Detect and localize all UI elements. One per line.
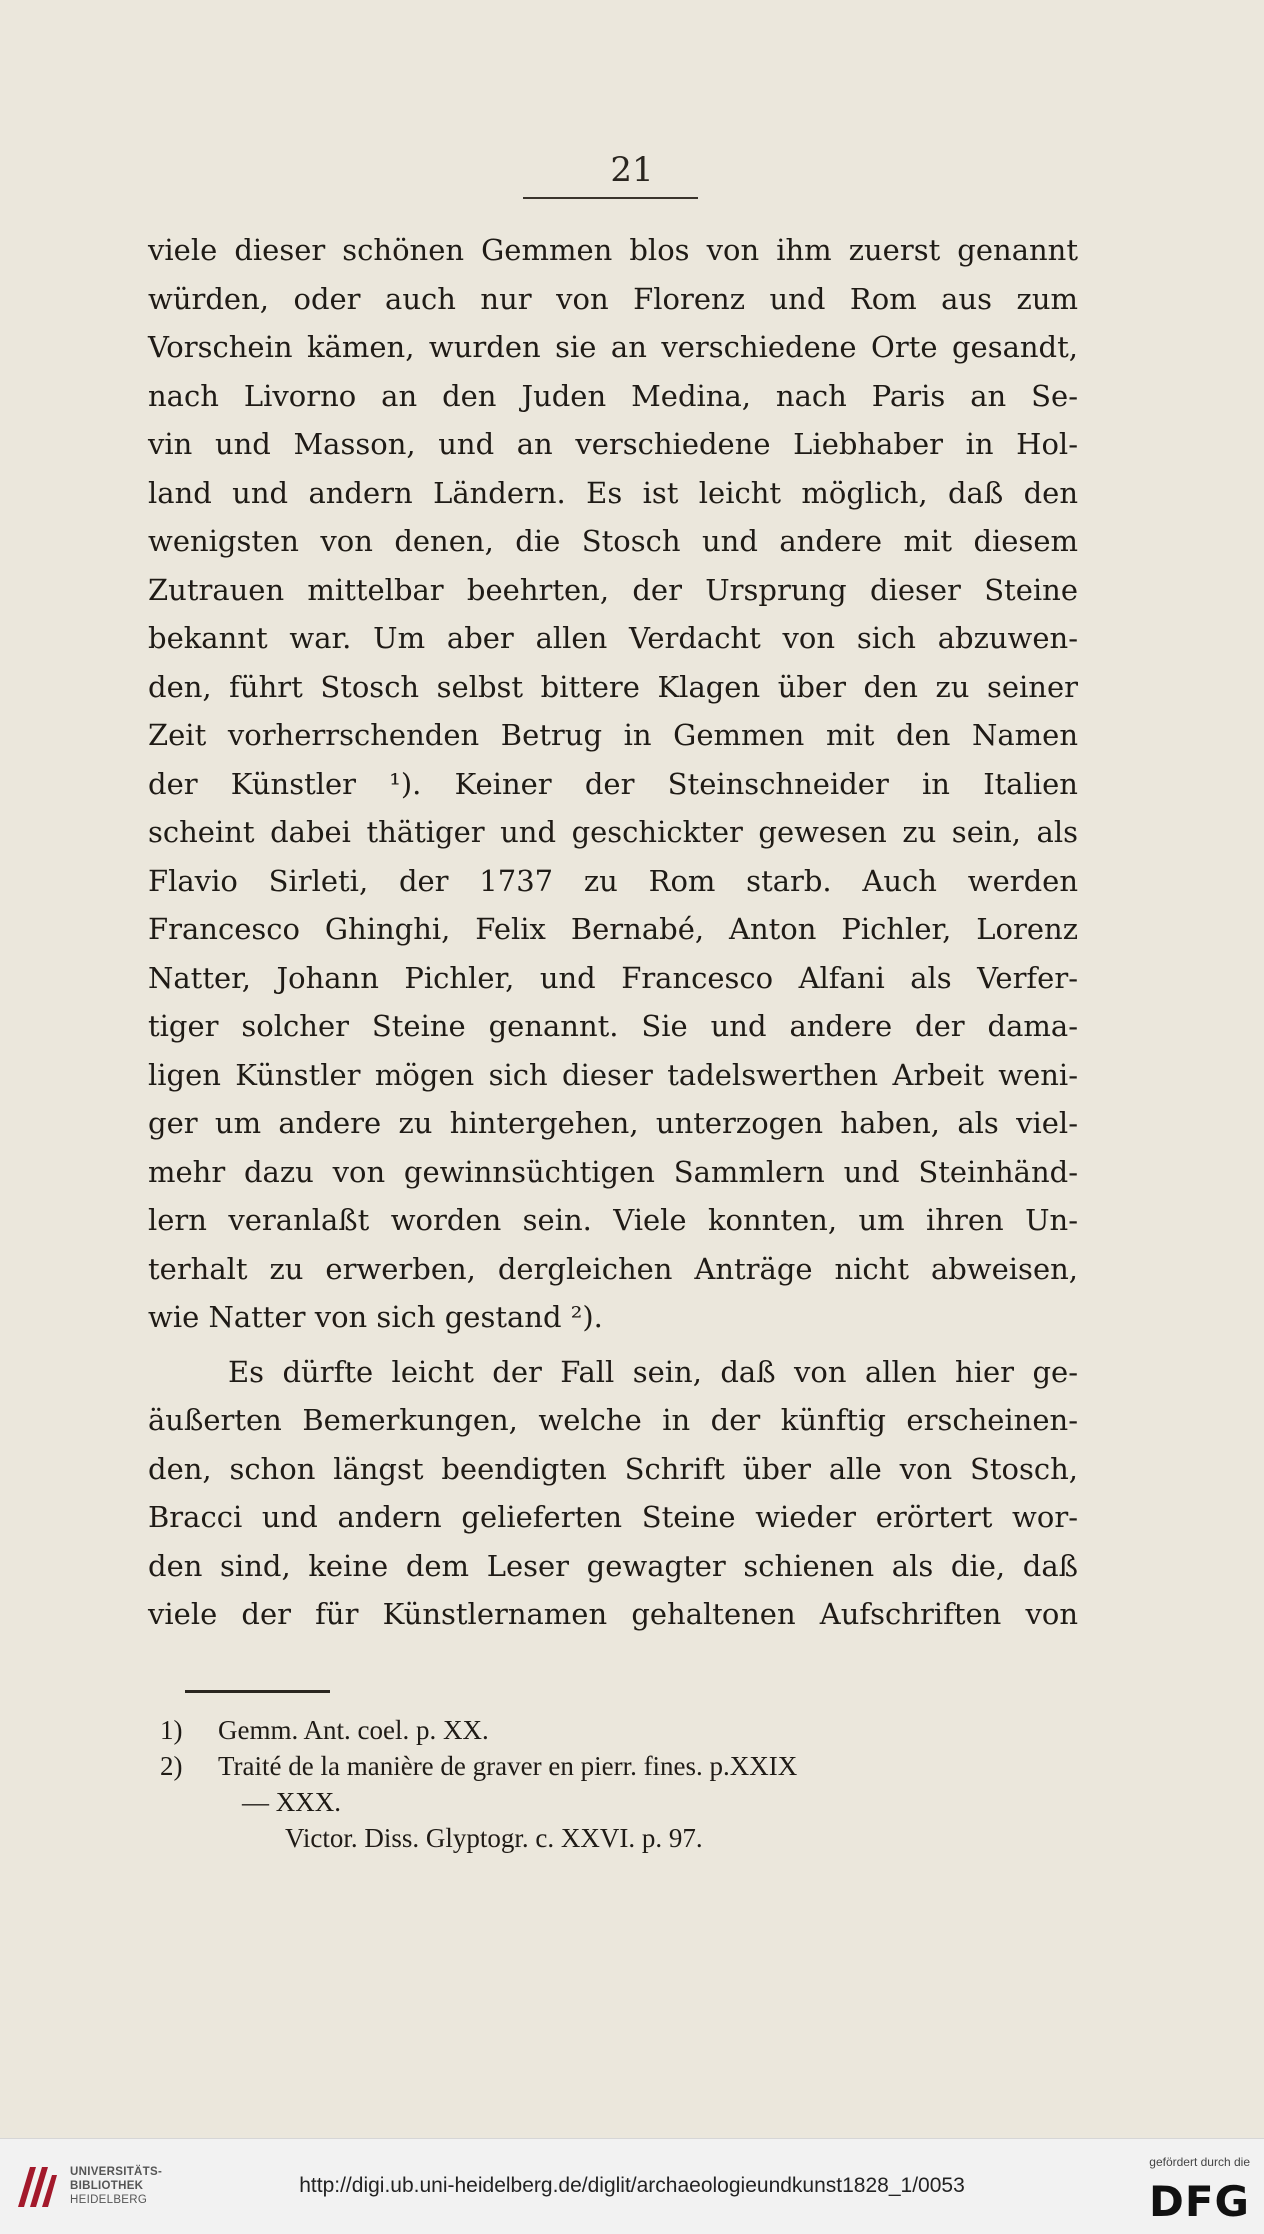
text-line: Es dürfte leicht der Fall sein, daß von allen hier ge- <box>228 1354 1078 1389</box>
text-line: vin und Masson, und an verschiedene Liebhaber in Hol- <box>148 427 1078 461</box>
text-line: den, schon längst beendigten Schrift über alle von Stosch, <box>148 1451 1078 1486</box>
header-rule <box>523 197 698 199</box>
text-line: Vorschein kämen, wurden sie an verschiedene Orte gesandt, <box>148 330 1078 364</box>
footnote-text: Gemm. Ant. coel. p. XX. <box>218 1715 489 1745</box>
text-line: ligen Künstler mögen sich dieser tadelswerthen Arbeit weni- <box>148 1057 1078 1092</box>
text-line: Zutrauen mittelbar beehrten, der Ursprung dieser Steine <box>148 572 1078 607</box>
text-line: würden, oder auch nur von Florenz und Rom aus zum <box>148 281 1078 316</box>
text-line: terhalt zu erwerben, dergleichen Anträge nicht abweisen, <box>148 1251 1078 1286</box>
permalink-url[interactable]: http://digi.ub.uni-heidelberg.de/diglit/archaeologieundkunst1828_1/0053 <box>299 2174 965 2197</box>
text-line: viele dieser schönen Gemmen blos von ihm zuerst genannt <box>148 233 1078 267</box>
text-line: der Künstler ¹). Keiner der Steinschneider in Italien <box>148 766 1078 801</box>
text-line: den, führt Stosch selbst bittere Klagen über den zu seiner <box>148 669 1078 704</box>
viewer-footer <box>0 2138 1264 2234</box>
text-line: Bracci und andern gelieferten Steine wieder erörtert wor- <box>148 1500 1078 1534</box>
text-line: wie Natter von sich gestand ²). <box>148 1300 603 1334</box>
text-line: den sind, keine dem Leser gewagter schienen als die, daß <box>148 1548 1078 1583</box>
text-line: Natter, Johann Pichler, und Francesco Alfani als Verfer- <box>148 960 1078 995</box>
text-line: Francesco Ghinghi, Felix Bernabé, Anton Pichler, Lorenz <box>148 912 1078 946</box>
text-line: lern veranlaßt worden sein. Viele konnten, um ihren Un- <box>148 1203 1078 1237</box>
text-line: tiger solcher Steine genannt. Sie und andere der dama- <box>148 1009 1078 1043</box>
footnote-continuation: — XXX. <box>242 1787 341 1817</box>
footnote-continuation: Victor. Diss. Glyptogr. c. XXVI. p. 97. <box>285 1823 703 1853</box>
footnote <box>160 1712 1080 1748</box>
text-line: nach Livorno an den Juden Medina, nach Paris an Se- <box>148 378 1078 413</box>
library-name: UNIVERSITÄTS- BIBLIOTHEK HEIDELBERG <box>70 2166 163 2206</box>
text-line: land und andern Ländern. Es ist leicht möglich, daß den <box>148 475 1078 510</box>
footnote-text: Traité de la manière de graver en pierr. fines. p.XXIX <box>218 1751 798 1781</box>
page-number: 21 <box>610 150 654 190</box>
text-line: scheint dabei thätiger und geschickter gewesen zu sein, als <box>148 815 1078 849</box>
footnote <box>160 1748 1080 1784</box>
text-line: wenigsten von denen, die Stosch und andere mit diesem <box>148 524 1078 558</box>
text-line: bekannt war. Um aber allen Verdacht von sich abzuwen- <box>148 621 1078 655</box>
footnote-mark: 1) <box>160 1715 183 1745</box>
body-text <box>148 226 1078 1639</box>
text-line: ger um andere zu hintergehen, unterzogen haben, als viel- <box>148 1106 1078 1140</box>
text-line: mehr dazu von gewinnsüchtigen Sammlern und Steinhänd- <box>148 1154 1078 1189</box>
text-line: Flavio Sirleti, der 1737 zu Rom starb. Auch werden <box>148 863 1078 898</box>
text-line: viele der für Künstlernamen gehaltenen Aufschriften von <box>148 1597 1078 1631</box>
funding-caption: gefördert durch die <box>1149 2155 1250 2169</box>
text-line: äußerten Bemerkungen, welche in der künftig erscheinen- <box>148 1403 1078 1437</box>
dfg-logo: DFG <box>1148 2177 1250 2226</box>
footnotes <box>160 1712 1080 1856</box>
footnote-mark: 2) <box>160 1751 183 1781</box>
footnote-rule <box>185 1690 330 1693</box>
text-line: Zeit vorherrschenden Betrug in Gemmen mit den Namen <box>148 718 1078 752</box>
